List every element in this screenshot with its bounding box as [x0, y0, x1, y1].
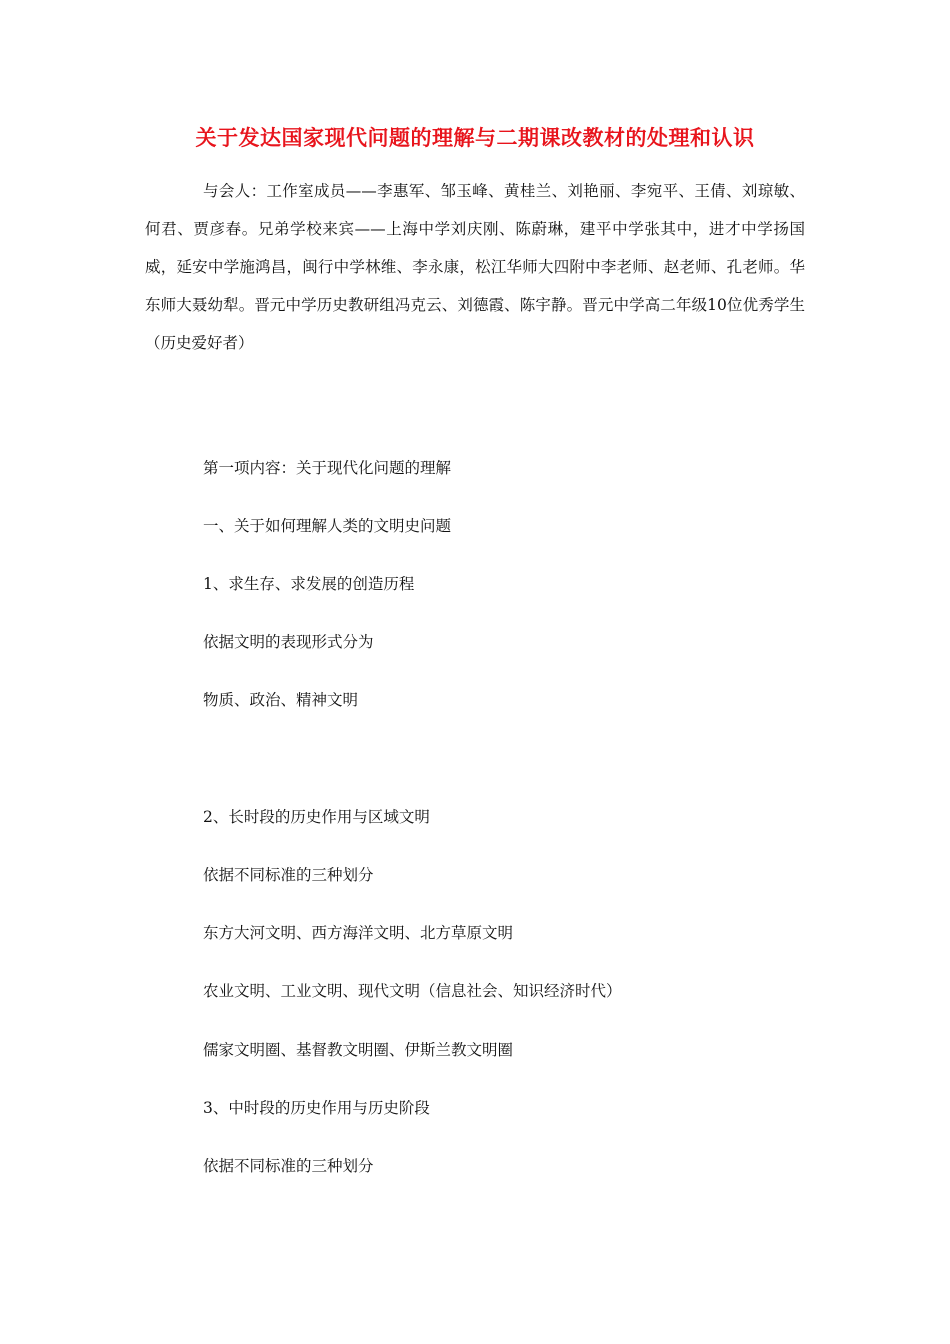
body-line: 依据不同标准的三种划分 [203, 1157, 374, 1175]
body-line: 依据文明的表现形式分为 [203, 633, 374, 651]
document-title: 关于发达国家现代问题的理解与二期课改教材的处理和认识 [195, 125, 755, 150]
list-item: 1、求生存、求发展的创造历程 [203, 575, 415, 593]
section-heading: 第一项内容：关于现代化问题的理解 [203, 459, 452, 477]
body-line: 东方大河文明、西方海洋文明、北方草原文明 [203, 924, 514, 942]
subsection-heading: 一、关于如何理解人类的文明史问题 [203, 517, 452, 535]
list-item: 2、长时段的历史作用与区域文明 [203, 808, 430, 826]
body-line: 依据不同标准的三种划分 [203, 866, 374, 884]
attendees-paragraph: 与会人：工作室成员——李惠军、邹玉峰、黄桂兰、刘艳丽、李宛平、王倩、刘琼敏、何君、贾彦春。兄弟学校来宾——上海中学刘庆刚、陈蔚琳，建平中学张其中，进才中学扬国威，延安中学施鸿昌，闽行中学林维、李永康，松江华师大四附中李老师、赵老师、孔老师。华东师大聂幼犁。晋元中学历史教研组冯克云、刘德霞、陈宇静。晋元中学高二年级10位优秀学生（历史爱好者） [145, 182, 805, 352]
body-line: 物质、政治、精神文明 [203, 691, 359, 709]
body-line: 儒家文明圈、基督教文明圈、伊斯兰教文明圈 [203, 1041, 514, 1059]
list-item: 3、中时段的历史作用与历史阶段 [203, 1099, 430, 1117]
body-line: 农业文明、工业文明、现代文明（信息社会、知识经济时代） [203, 982, 622, 1000]
